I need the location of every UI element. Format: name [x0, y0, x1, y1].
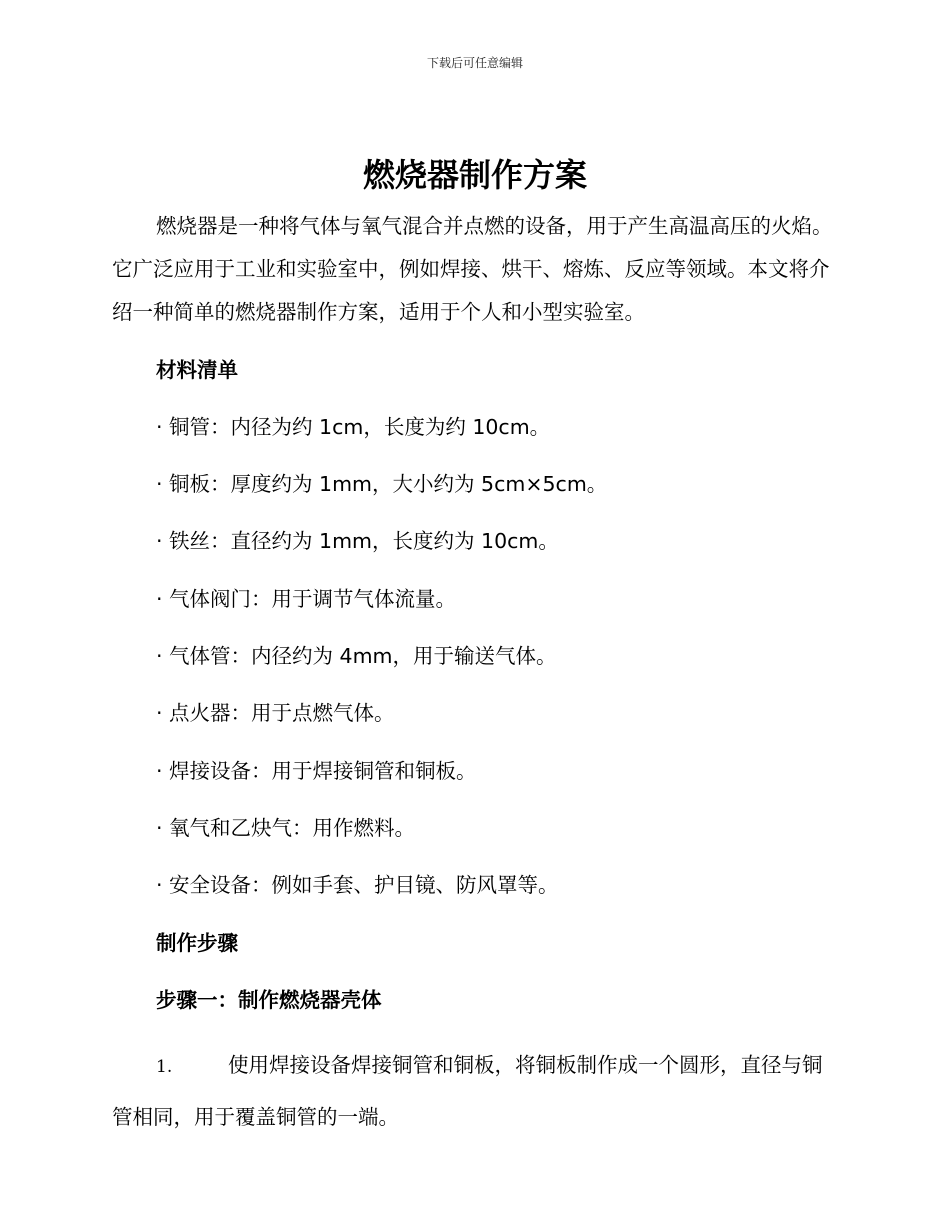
header-note: 下载后可任意编辑	[426, 56, 523, 70]
material-item: · 安全设备：例如手套、护目镜、防风罩等。	[156, 873, 559, 897]
material-item: · 铜管：内径为约 1cm，长度为约 10cm。	[156, 415, 551, 439]
material-item: · 铜板：厚度约为 1mm，大小约为 5cm×5cm。	[156, 472, 608, 496]
steps-heading: 制作步骤	[156, 931, 238, 955]
intro-paragraph: 燃烧器是一种将气体与氧气混合并点燃的设备，用于产生高温高压的火焰。它广泛应用于工业和实验室中，例如焊接、烘干、熔炼、反应等领域。本文将介绍一种简单的燃烧器制作方案，适用于个人和小型实验室。	[112, 214, 833, 324]
material-item: · 气体阀门：用于调节气体流量。	[156, 587, 457, 611]
material-item: · 铁丝：直径约为 1mm，长度约为 10cm。	[156, 529, 559, 553]
material-item: · 氧气和乙炔气：用作燃料。	[156, 816, 416, 840]
step1-item	[112, 1040, 838, 1142]
material-item: · 焊接设备：用于焊接铜管和铜板。	[156, 759, 477, 783]
step1-item-number: 1.	[156, 1057, 173, 1077]
document-title: 燃烧器制作方案	[362, 156, 587, 194]
step1-item-text: 使用焊接设备焊接铜管和铜板，将铜板制作成一个圆形，直径与铜管相同，用于覆盖铜管的一端。	[112, 1053, 823, 1129]
material-item: · 气体管：内径约为 4mm，用于输送气体。	[156, 644, 557, 668]
materials-heading: 材料清单	[156, 358, 238, 382]
material-item: · 点火器：用于点燃气体。	[156, 701, 395, 725]
step1-heading: 步骤一：制作燃烧器壳体	[156, 988, 382, 1012]
